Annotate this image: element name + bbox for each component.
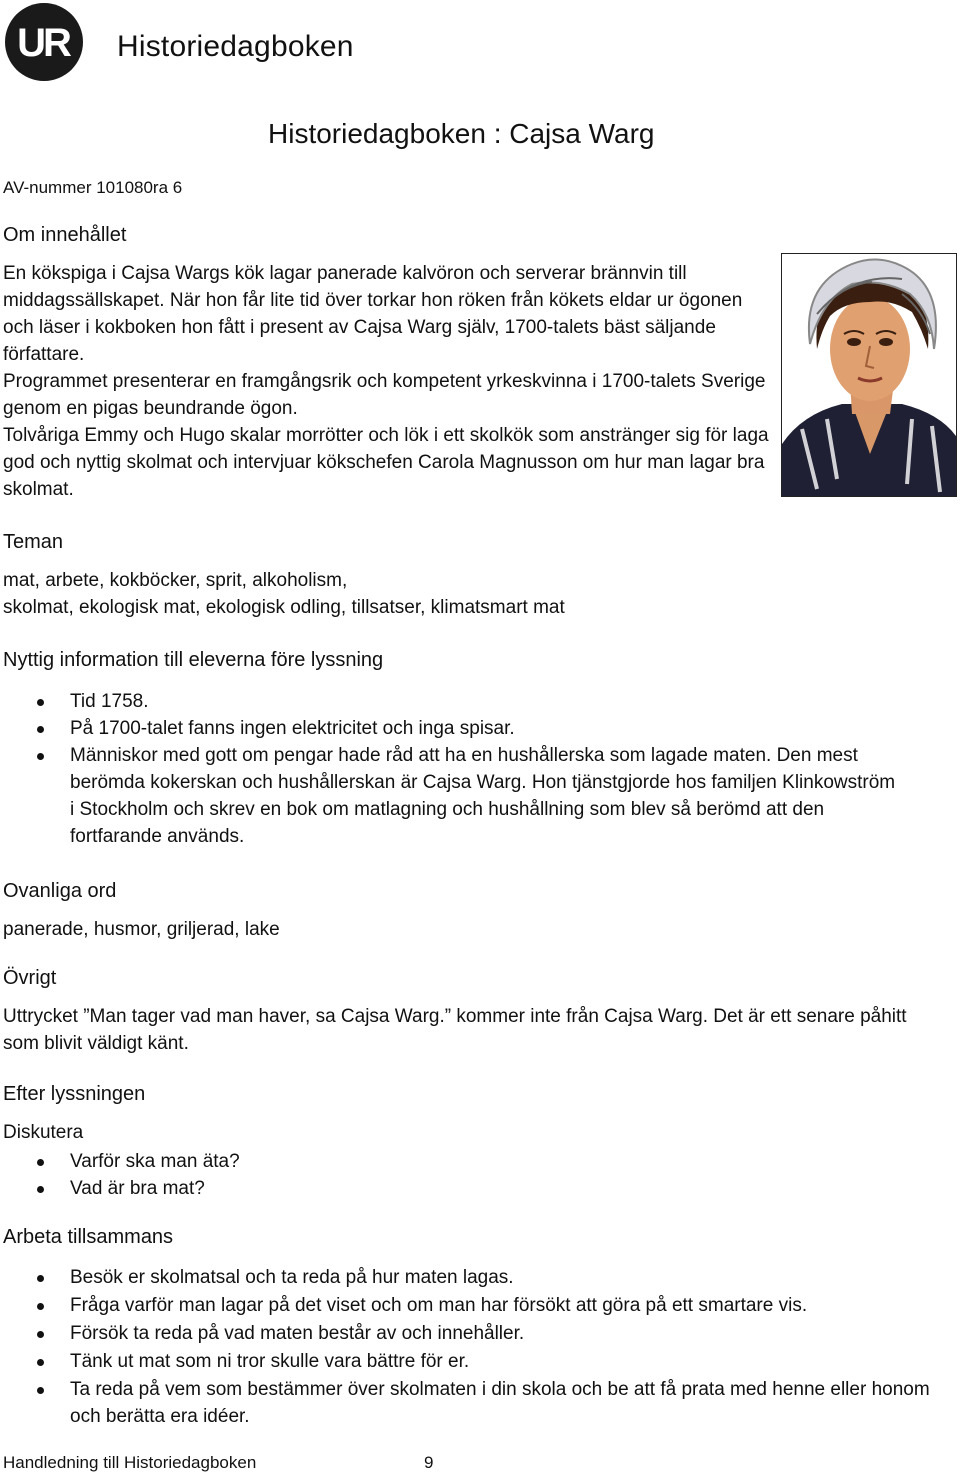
- useful-info-section: [3, 645, 958, 850]
- av-number: AV-nummer 101080ra 6: [3, 178, 183, 197]
- list-item: Tänk ut mat som ni tror skulle vara bättre för er.: [3, 1348, 933, 1375]
- list-item: Besök er skolmatsal och ta reda på hur maten lagas.: [3, 1264, 933, 1291]
- list-item: Vad är bra mat?: [3, 1175, 958, 1202]
- about-paragraph: Programmet presenterar en framgångsrik och kompetent yrkeskvinna i 1700-talets Sverige genom en pigas beundrande ögon.: [3, 371, 766, 419]
- about-section: [3, 220, 958, 503]
- list-item: Ta reda på vem som bestämmer över skolmaten i din skola och be att få prata med henne eller honom och berätta era idéer.: [3, 1376, 933, 1430]
- themes-line: mat, arbete, kokböcker, sprit, alkoholism,: [3, 570, 348, 591]
- ur-logo: [4, 2, 84, 82]
- page-number: 9: [424, 1453, 434, 1472]
- main-content: [3, 220, 958, 1431]
- other-text: Uttrycket ”Man tager vad man haver, sa Cajsa Warg.” kommer inte från Cajsa Warg. Det är ett senare påhitt som blivit väldigt känt.: [3, 1006, 907, 1054]
- list-item: Tid 1758.: [3, 688, 903, 715]
- list-item: På 1700-talet fanns ingen elektricitet och inga spisar.: [3, 715, 903, 742]
- brand-title: Historiedagboken: [117, 30, 354, 63]
- footer-text: Handledning till Historiedagboken: [3, 1453, 257, 1472]
- list-item: Försök ta reda på vad maten består av och innehåller.: [3, 1320, 933, 1347]
- list-item: Människor med gott om pengar hade råd att ha en hushållerska som lagade maten. Den mest berömda kokerskan och hushållerskan är Cajsa Warg. Hon tjänstgjorde hos familjen Klinkowström i Stockholm och skrev en bok om matlagning och hushållning som blev så berömd att den fortfarande används.: [3, 742, 903, 850]
- work-together-section: [3, 1222, 958, 1430]
- other-heading: Övrigt: [3, 967, 57, 989]
- after-listening-section: [3, 1079, 958, 1202]
- themes-heading: Teman: [3, 531, 64, 553]
- unusual-words-text: panerade, husmor, griljerad, lake: [3, 919, 280, 940]
- work-together-heading: Arbeta tillsammans: [3, 1226, 174, 1248]
- list-item: Fråga varför man lagar på det viset och om man har försökt att göra på ett smartare vis.: [3, 1292, 933, 1319]
- after-listening-heading: Efter lyssningen: [3, 1083, 146, 1105]
- about-heading: Om innehållet: [3, 224, 127, 246]
- list-item: Varför ska man äta?: [3, 1148, 958, 1175]
- logo-text: UR: [17, 21, 69, 65]
- document-title: Historiedagboken : Cajsa Warg: [268, 118, 655, 149]
- unusual-words-section: [3, 876, 958, 943]
- discuss-label: Diskutera: [3, 1122, 84, 1143]
- themes-line: skolmat, ekologisk mat, ekologisk odling, tillsatser, klimatsmart mat: [3, 597, 565, 618]
- useful-info-heading: Nyttig information till eleverna före lyssning: [3, 649, 384, 671]
- about-paragraph: En kökspiga i Cajsa Wargs kök lagar panerade kalvöron och serverar brännvin till middagssällskapet. När hon får lite tid över torkar hon röken från kökets eldar ur ögonen och läser i kokboken hon fått i present av Cajsa Warg själv, 1700-talets bäst säljande författare.: [3, 263, 743, 365]
- unusual-words-heading: Ovanliga ord: [3, 880, 117, 902]
- about-paragraph: Tolvåriga Emmy och Hugo skalar morrötter och lök i ett skolkök som anstränger sig för laga god och nyttig skolmat och intervjuar kökschefen Carola Magnusson om hur man lagar bra skolmat.: [3, 425, 769, 500]
- other-section: [3, 963, 958, 1057]
- themes-section: [3, 527, 958, 621]
